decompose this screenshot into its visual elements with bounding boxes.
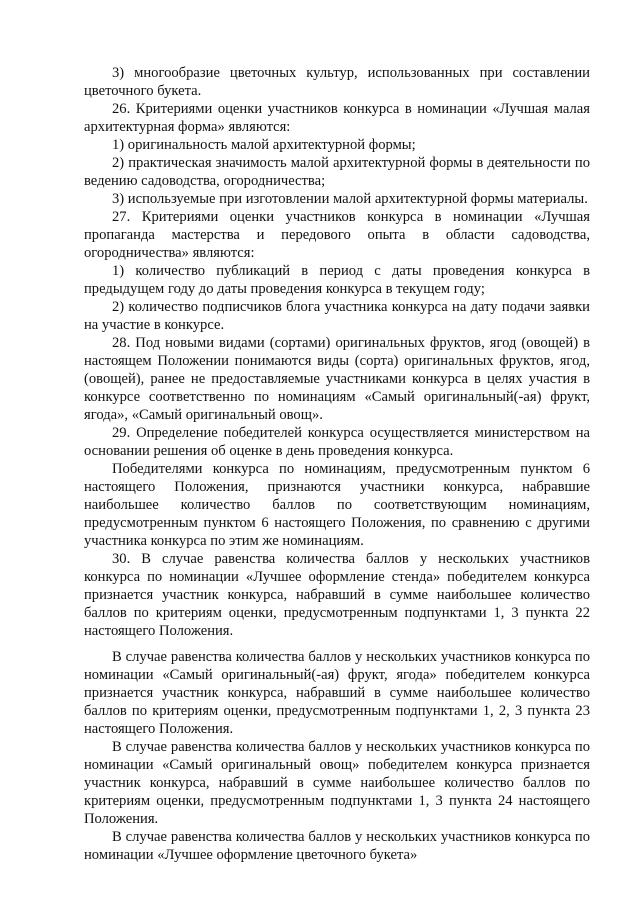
paragraph-30-vegetable: В случае равенства количества баллов у нескольких участников конкурса по номинации «Самый оригинальный овощ» победителем конкурса признается участник конкурса, набравший в сумме наибольшее количество баллов по критериям оценки, предусмотренным подпунктами 1, 3 пункта 24 настоящего Положения. (84, 739, 590, 827)
document-body (84, 64, 590, 864)
paragraph-29-winners: Победителями конкурса по номинациям, предусмотренным пунктом 6 настоящего Положения, признаются участники конкурса, набравшие наибольшее количество баллов по соответствующим номинациям, предусмотренным пунктом 6 настоящего Положения, по сравнению с другими участника конкурса по этим же номинациям. (84, 461, 590, 549)
paragraph-26-item-2: 2) практическая значимость малой архитектурной формы в деятельности по ведению садоводства, огородничества; (84, 155, 590, 189)
paragraph-27: 27. Критериями оценки участников конкурса в номинации «Лучшая пропаганда мастерства и передового опыта в области садоводства, огородничества» являются: (84, 209, 590, 261)
paragraph-29: 29. Определение победителей конкурса осуществляется министерством на основании решения об оценке в день проведения конкурса. (84, 425, 590, 459)
paragraph-26-item-1: 1) оригинальность малой архитектурной формы; (112, 137, 416, 153)
paragraph-30-fruit: В случае равенства количества баллов у нескольких участников конкурса по номинации «Самый оригинальный(-ая) фрукт, ягода» победителем конкурса признается участник конкурса, набравший в сумме наибольшее количество баллов по критериям оценки, предусмотренным подпунктами 1, 2, 3 пункта 23 настоящего Положения. (84, 649, 590, 737)
paragraph-item-3-flowers: 3) многообразие цветочных культур, использованных при составлении цветочного букета. (84, 65, 590, 99)
paragraph-30-bouquet: В случае равенства количества баллов у нескольких участников конкурса по номинации «Лучшее оформление цветочного букета» (84, 829, 590, 863)
paragraph-27-item-2: 2) количество подписчиков блога участника конкурса на дату подачи заявки на участие в конкурсе. (84, 299, 590, 333)
paragraph-30: 30. В случае равенства количества баллов у нескольких участников конкурса по номинации «Лучшее оформление стенда» победителем конкурса признается участник конкурса, набравший в сумме наибольшее количество баллов по критериям оценки, предусмотренным подпунктами 1, 3 пункта 22 настоящего Положения. (84, 551, 590, 639)
paragraph-28: 28. Под новыми видами (сортами) оригинальных фруктов, ягод (овощей) в настоящем Положении понимаются виды (сорта) оригинальных фруктов, ягод, (овощей), ранее не предоставляемые участниками конкурса в целях участия в конкурсе соответственно по номинациям «Самый оригинальный(-ая) фрукт, ягода», «Самый оригинальный овощ». (84, 335, 590, 423)
paragraph-26-item-3: 3) используемые при изготовлении малой архитектурной формы материалы. (112, 191, 588, 207)
paragraph-26: 26. Критериями оценки участников конкурса в номинации «Лучшая малая архитектурная форма» являются: (84, 101, 590, 135)
paragraph-27-item-1: 1) количество публикаций в период с даты проведения конкурса в предыдущем году до даты проведения конкурса в текущем году; (84, 263, 590, 297)
